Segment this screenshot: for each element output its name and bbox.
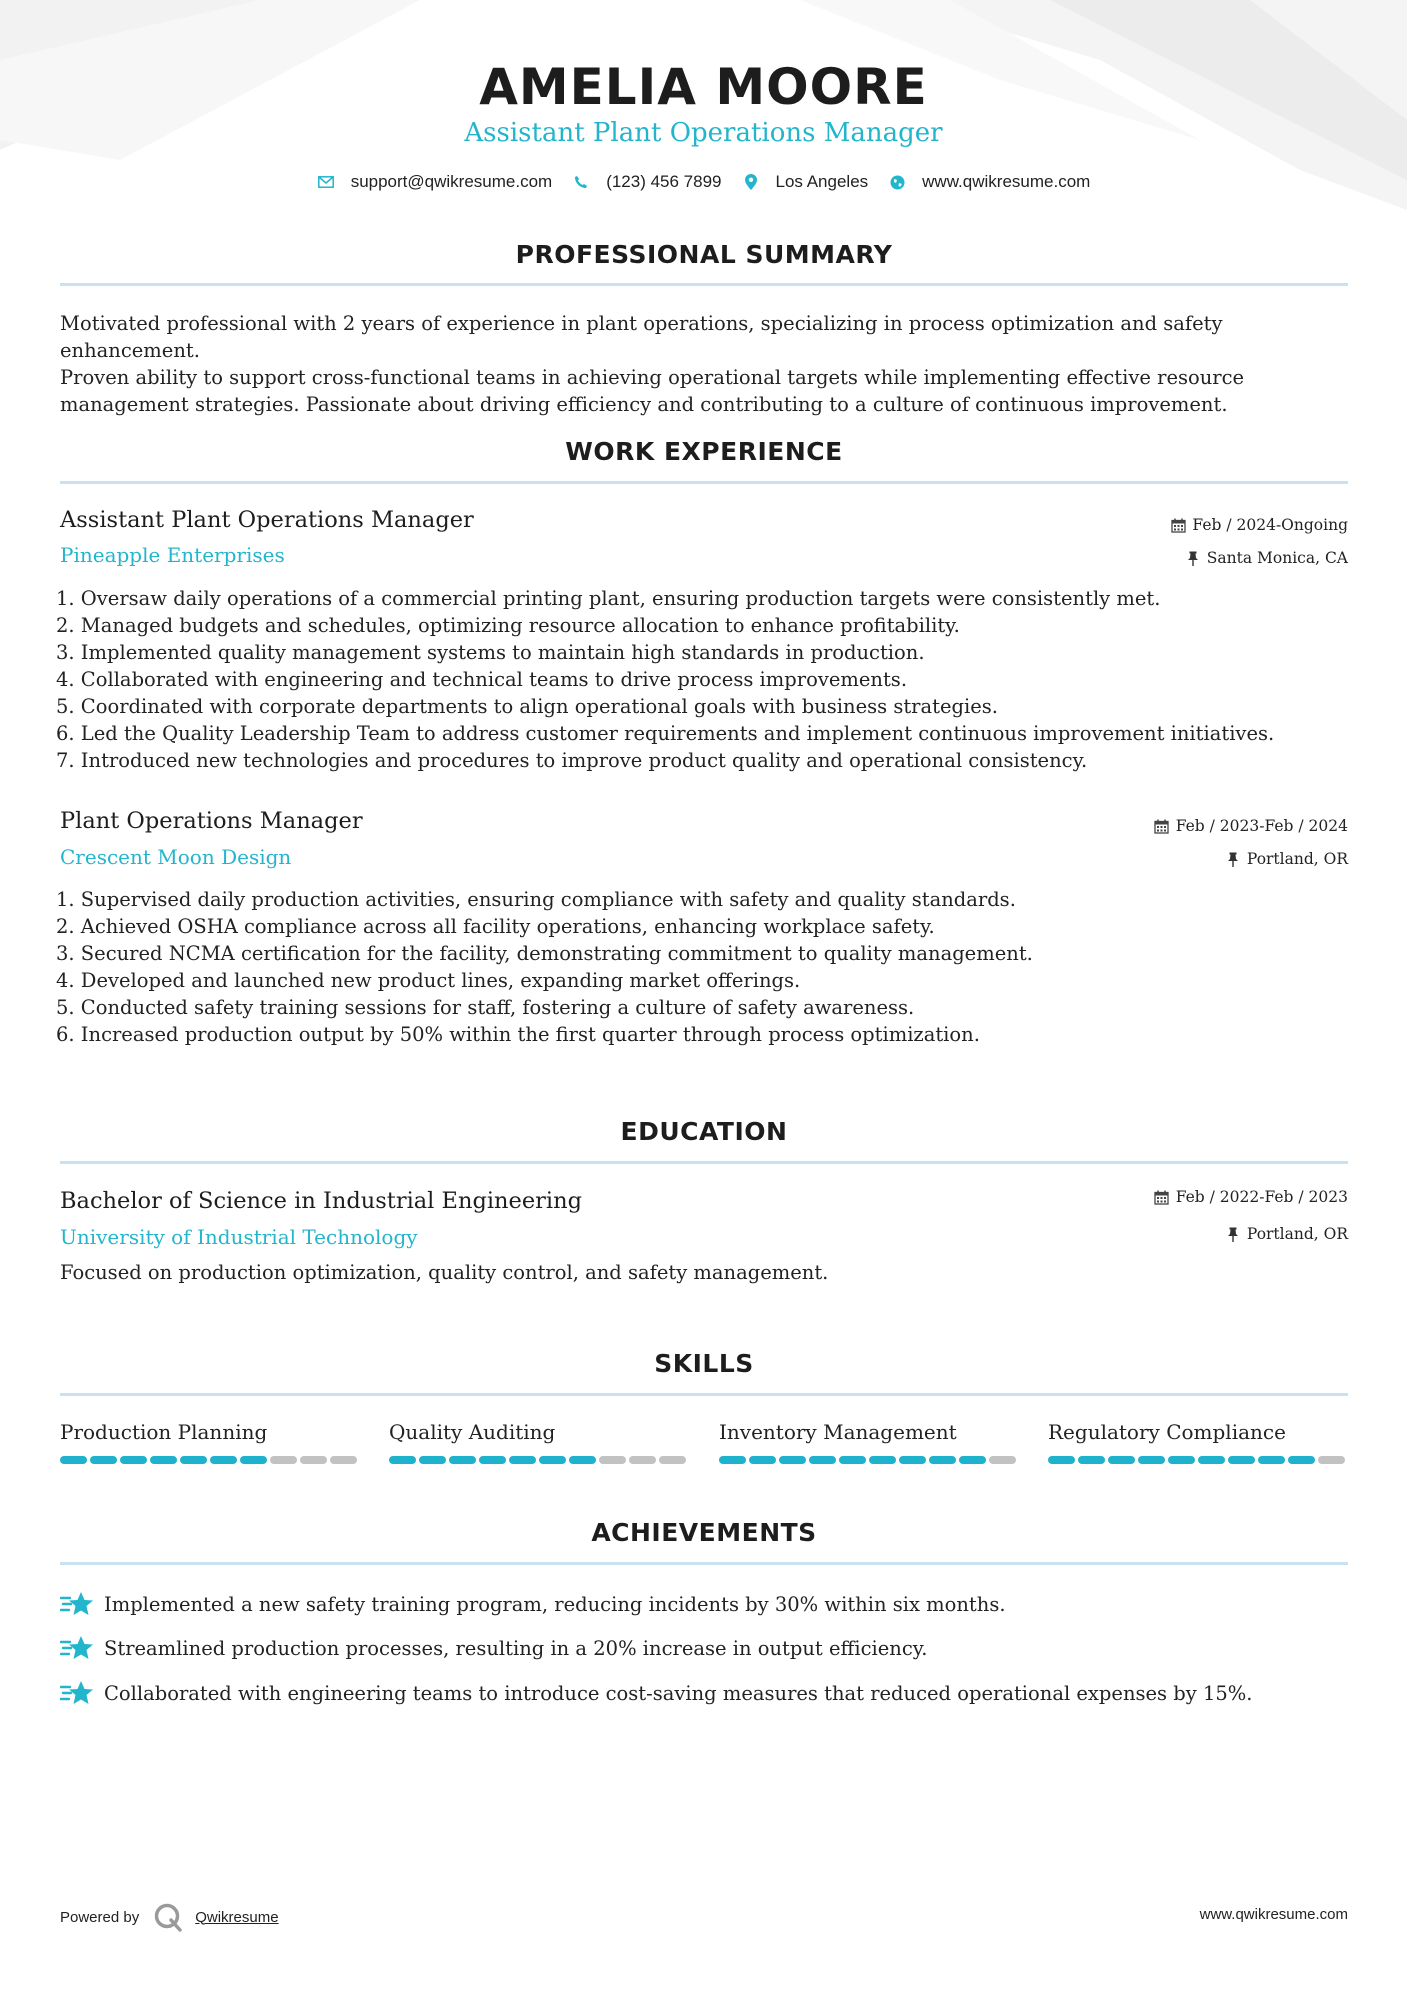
section-title-experience: WORK EXPERIENCE <box>565 437 843 466</box>
skill-segment-filled <box>929 1456 956 1464</box>
contact-phone-text: (123) 456 7899 <box>606 172 722 191</box>
skill-segment-empty <box>300 1456 327 1464</box>
skill-segment-filled <box>959 1456 986 1464</box>
shooting-star-icon <box>60 1589 94 1619</box>
skill-segment-empty <box>659 1456 686 1464</box>
job-location-text: Portland, OR <box>1246 850 1348 868</box>
skill-name: Inventory Management <box>719 1420 957 1444</box>
skill-item <box>389 1420 689 1464</box>
skill-segment-filled <box>1138 1456 1165 1464</box>
candidate-title: Assistant Plant Operations Manager <box>464 118 943 148</box>
job-location-text: Santa Monica, CA <box>1206 549 1348 567</box>
skill-segment-filled <box>90 1456 117 1464</box>
skill-segment-filled <box>150 1456 177 1464</box>
education-dates <box>1154 1188 1348 1206</box>
skill-segment-filled <box>419 1456 446 1464</box>
education-degree: Bachelor of Science in Industrial Engineering <box>60 1188 583 1214</box>
skill-segment-filled <box>719 1456 746 1464</box>
section-title-skills: SKILLS <box>654 1349 754 1378</box>
list-item: 4. Collaborated with engineering and technical teams to drive process improvements. <box>56 668 908 691</box>
skill-item <box>1048 1420 1348 1464</box>
skill-segment-filled <box>1078 1456 1105 1464</box>
contact-phone[interactable] <box>572 172 721 192</box>
list-item: 5. Conducted safety training sessions for staff, fostering a culture of safety awareness. <box>56 996 915 1019</box>
job-company: Pineapple Enterprises <box>60 543 285 567</box>
skill-segment-filled <box>809 1456 836 1464</box>
skill-segment-filled <box>1108 1456 1135 1464</box>
education-dates-text: Feb / 2022-Feb / 2023 <box>1175 1188 1348 1206</box>
section-divider <box>60 1562 1348 1565</box>
skill-segment-filled <box>1168 1456 1195 1464</box>
list-item: 2. Managed budgets and schedules, optimizing resource allocation to enhance profitability. <box>56 614 960 637</box>
skill-segment-filled <box>120 1456 147 1464</box>
skill-segment-filled <box>210 1456 237 1464</box>
candidate-name: AMELIA MOORE <box>479 58 928 116</box>
education-location-text: Portland, OR <box>1246 1225 1348 1243</box>
section-divider <box>60 283 1348 286</box>
summary-line: Motivated professional with 2 years of experience in plant operations, specializing in process optimization and safety enhancement. <box>60 312 1223 362</box>
skill-segment-filled <box>1288 1456 1315 1464</box>
skill-level-bar <box>1048 1456 1348 1464</box>
calendar-icon <box>1154 1189 1170 1205</box>
skill-level-bar <box>389 1456 689 1464</box>
phone-icon <box>572 173 590 191</box>
contact-email-text: support@qwikresume.com <box>350 172 553 191</box>
section-divider <box>60 1161 1348 1164</box>
skill-segment-empty <box>629 1456 656 1464</box>
job-dates-text: Feb / 2023-Feb / 2024 <box>1175 817 1348 835</box>
skill-segment-filled <box>899 1456 926 1464</box>
qwikresume-logo-icon <box>153 1902 183 1932</box>
skill-name: Quality Auditing <box>389 1420 556 1444</box>
skill-segment-filled <box>539 1456 566 1464</box>
section-title-education: EDUCATION <box>620 1117 788 1146</box>
qwikresume-link[interactable]: Qwikresume <box>195 1908 279 1926</box>
contact-website[interactable] <box>888 172 1090 192</box>
skill-segment-filled <box>569 1456 596 1464</box>
contact-website-text: www.qwikresume.com <box>922 172 1091 191</box>
job-dates <box>1170 516 1348 534</box>
shooting-star-icon <box>60 1678 94 1708</box>
job-dates-text: Feb / 2024-Ongoing <box>1192 516 1348 534</box>
education-description: Focused on production optimization, quality control, and safety management. <box>60 1261 829 1284</box>
skill-segment-filled <box>509 1456 536 1464</box>
skill-segment-filled <box>1228 1456 1255 1464</box>
achievement-text: Implemented a new safety training program, reducing incidents by 30% within six months. <box>104 1592 1006 1616</box>
pushpin-icon <box>1225 1226 1241 1242</box>
skill-segment-filled <box>839 1456 866 1464</box>
skill-segment-empty <box>270 1456 297 1464</box>
achievement-item <box>60 1589 1350 1619</box>
skill-segment-filled <box>749 1456 776 1464</box>
calendar-icon <box>1154 818 1170 834</box>
skill-segment-empty <box>1318 1456 1345 1464</box>
skill-name: Regulatory Compliance <box>1048 1420 1286 1444</box>
achievement-text: Streamlined production processes, resulting in a 20% increase in output efficiency. <box>104 1636 928 1660</box>
skill-item <box>60 1420 360 1464</box>
skill-segment-filled <box>1198 1456 1225 1464</box>
footer-website[interactable]: www.qwikresume.com <box>1199 1906 1348 1923</box>
list-item: 4. Developed and launched new product lines, expanding market offerings. <box>56 969 801 992</box>
contact-email[interactable] <box>317 172 553 192</box>
powered-by-label: Powered by <box>60 1908 140 1926</box>
list-item: 2. Achieved OSHA compliance across all facility operations, enhancing workplace safety. <box>56 915 935 938</box>
list-item: 6. Increased production output by 50% within the first quarter through process optimization. <box>56 1023 980 1046</box>
skill-segment-empty <box>330 1456 357 1464</box>
map-pin-icon <box>742 173 760 191</box>
education-school: University of Industrial Technology <box>60 1225 418 1249</box>
list-item: 5. Coordinated with corporate departments to align operational goals with business strategies. <box>56 695 998 718</box>
list-item: 1. Oversaw daily operations of a commercial printing plant, ensuring production targets were consistently met. <box>56 587 1161 610</box>
summary-text <box>60 310 1348 418</box>
contact-location <box>742 172 869 192</box>
section-title-achievements: ACHIEVEMENTS <box>591 1518 817 1547</box>
skill-segment-filled <box>60 1456 87 1464</box>
job-title: Plant Operations Manager <box>60 808 363 834</box>
skill-segment-filled <box>180 1456 207 1464</box>
skill-segment-filled <box>389 1456 416 1464</box>
footer-powered-by <box>60 1902 279 1932</box>
achievement-item <box>60 1633 1350 1663</box>
pushpin-icon <box>1185 550 1201 566</box>
skill-segment-filled <box>1048 1456 1075 1464</box>
summary-line: management strategies. Passionate about driving efficiency and contributing to a culture of continuous improvement. <box>60 393 1228 416</box>
skill-segment-filled <box>479 1456 506 1464</box>
skill-segment-empty <box>989 1456 1016 1464</box>
list-item: 3. Implemented quality management systems to maintain high standards in production. <box>56 641 925 664</box>
skill-level-bar <box>719 1456 1019 1464</box>
list-item: 3. Secured NCMA certification for the facility, demonstrating commitment to quality management. <box>56 942 1033 965</box>
skill-level-bar <box>60 1456 360 1464</box>
shooting-star-icon <box>60 1633 94 1663</box>
education-location <box>1225 1225 1348 1243</box>
skill-segment-filled <box>1258 1456 1285 1464</box>
job-dates <box>1154 817 1348 835</box>
list-item: 7. Introduced new technologies and procedures to improve product quality and operational consistency. <box>56 749 1088 772</box>
achievement-item <box>60 1678 1350 1708</box>
calendar-icon <box>1170 517 1186 533</box>
job-bullets <box>56 886 1346 1048</box>
section-divider <box>60 1393 1348 1396</box>
contact-bar <box>0 172 1407 192</box>
achievement-text: Collaborated with engineering teams to introduce cost-saving measures that reduced operational expenses by 15%. <box>104 1681 1253 1705</box>
contact-location-text: Los Angeles <box>775 172 869 191</box>
skill-segment-filled <box>779 1456 806 1464</box>
section-title-summary: PROFESSIONAL SUMMARY <box>515 240 893 269</box>
list-item: 1. Supervised daily production activities, ensuring compliance with safety and quality standards. <box>56 888 1016 911</box>
section-divider <box>60 481 1348 484</box>
skill-segment-filled <box>240 1456 267 1464</box>
job-location <box>1185 549 1348 567</box>
globe-icon <box>888 173 906 191</box>
job-title: Assistant Plant Operations Manager <box>60 507 474 533</box>
job-bullets <box>56 585 1346 774</box>
skill-segment-filled <box>869 1456 896 1464</box>
list-item: 6. Led the Quality Leadership Team to address customer requirements and implement continuous improvement initiatives. <box>56 722 1275 745</box>
job-location <box>1225 850 1348 868</box>
job-company: Crescent Moon Design <box>60 845 292 869</box>
summary-line: Proven ability to support cross-functional teams in achieving operational targets while implementing effective resource <box>60 366 1245 389</box>
envelope-icon <box>317 173 335 191</box>
pushpin-icon <box>1225 851 1241 867</box>
skill-item <box>719 1420 1019 1464</box>
skill-name: Production Planning <box>60 1420 268 1444</box>
skill-segment-empty <box>599 1456 626 1464</box>
skill-segment-filled <box>449 1456 476 1464</box>
